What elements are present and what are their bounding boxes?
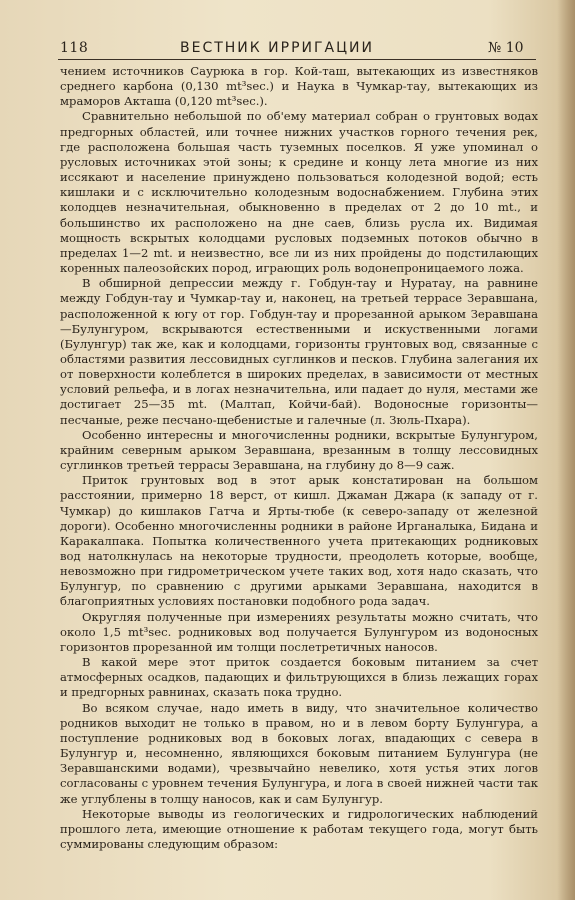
paragraph: чением источников Саурюка в гор. Кой-таш, вытекающих из известняков среднего карбона (0,130 mt³sec.) и Наука в Чумкар-тау, вытекающих из мраморов Акташа (0,120 mt³sec.). [60, 64, 538, 109]
paragraph: Во всяком случае, надо иметь в виду, что значительное количество родников выходит не только в правом, но и в левом борту Булунгура, а поступление родниковых вод в боковых логах, впадающих с севера в Булунгур и, несомненно, являющихся боковым питанием Булунгура (не Зеравшанскими водами), чрезвычайно невелико, хотя устья этих логов согласованы с уровнем течения Булунгура, и лога в своей нижней части так же углублены в толщу наносов, как и сам Булунгур. [60, 700, 538, 806]
paragraph: В какой мере этот приток создается боковым питанием за счет атмосферных осадков, падающих и фильтрующихся в близь лежащих горах и предгорных равнинах, сказать пока трудно. [60, 655, 538, 700]
paragraph: Приток грунтовых вод в этот арык констатирован на большом расстоянии, примерно 18 верст, от кишл. Джаман Джара (к западу от г. Чумкар) до кишлаков Гатча и Ярты-тюбе (к северо-западу от железной дороги). Особенно многочисленны родники в районе Ирганалыка, Бидана и Каракалпака. Попытка количественного учета притекающих родниковых вод натолкнулась на некоторые трудности, преодолеть которые, вообще, невозможно при гидрометрическом учете таких вод, хотя надо сказать, что Булунгур, по сравнению с другими арыками Зеравшана, находится в благоприятных условиях постановки подобного рода задач. [60, 473, 538, 609]
paragraph: Некоторые выводы из геологических и гидрологических наблюдений прошлого лета, имеющие отношение к работам текущего года, могут быть суммированы следующим образом: [60, 806, 538, 851]
issue-number: № 10 [488, 40, 524, 56]
paragraph: В обширной депрессии между г. Гобдун-тау и Нуратау, на равнине между Гобдун-тау и Чумкар-тау и, наконец, на третьей террасе Зеравшана, расположенной к югу от гор. Гобдун-тау и прорезанной арыком Зеравшана—Булунгуром, вскрываются естественными и искуственными логами (Булунгур) так же, как и колодцами, горизонты грунтовых вод, связанные с областями развития лессовидных суглинков и песков. Глубина залегания их от поверхности колеблется в широких пределах, в зависимости от местных условий рельефа, и в логах незначительна, или падает до нуля, местами же достигает 25—35 mt. (Малтап, Койчи-бай). Водоносные горизонты—песчаные, реже песчано-щебенистые и галечные (л. Зюль-Пхара). [60, 276, 538, 427]
header-rule [58, 59, 536, 60]
page-spine-shadow [557, 0, 575, 900]
running-header [0, 0, 575, 62]
paragraph: Сравнительно небольшой по об'ему материал собран о грунтовых водах предгорных областей, или точнее нижних участков горного течения рек, где расположена большая часть туземных поселков. Я уже упоминал о русловых источниках этой зоны; к средине и концу лета многие из них иссякают и население принуждено пользоваться колодезной водой; есть кишлаки и с исключительно колодезным водоснабжением. Глубина этих колодцев незначительная, обыкновенно в пределах от 2 до 10 mt., и большинство их расположено на дне саев, близь русла их. Видимая мощность вскрытых колодцами русловых подземных потоков обычно в пределах 1—2 mt. и неизвестно, все ли из них пройдены до подстилающих коренных палеозойских пород, играющих роль водонепроницаемого ложа. [60, 109, 538, 276]
paragraph: Особенно интересны и многочисленны родники, вскрытые Булунгуром, крайним северным арыком Зеравшана, врезанным в толщу лессовидных суглинков третьей террасы Зеравшана, на глубину до 8—9 саж. [60, 427, 538, 473]
journal-title: ВЕСТНИК ИРРИГАЦИИ [180, 40, 374, 56]
paragraph: Округляя полученные при измерениях результаты можно считать, что около 1,5 mt³sec. родниковых вод получается Булунгуром из водоносных горизонтов прорезанной им толщи послетретичных наносов. [60, 609, 538, 654]
page-number: 118 [60, 40, 89, 56]
article-body [60, 64, 538, 852]
